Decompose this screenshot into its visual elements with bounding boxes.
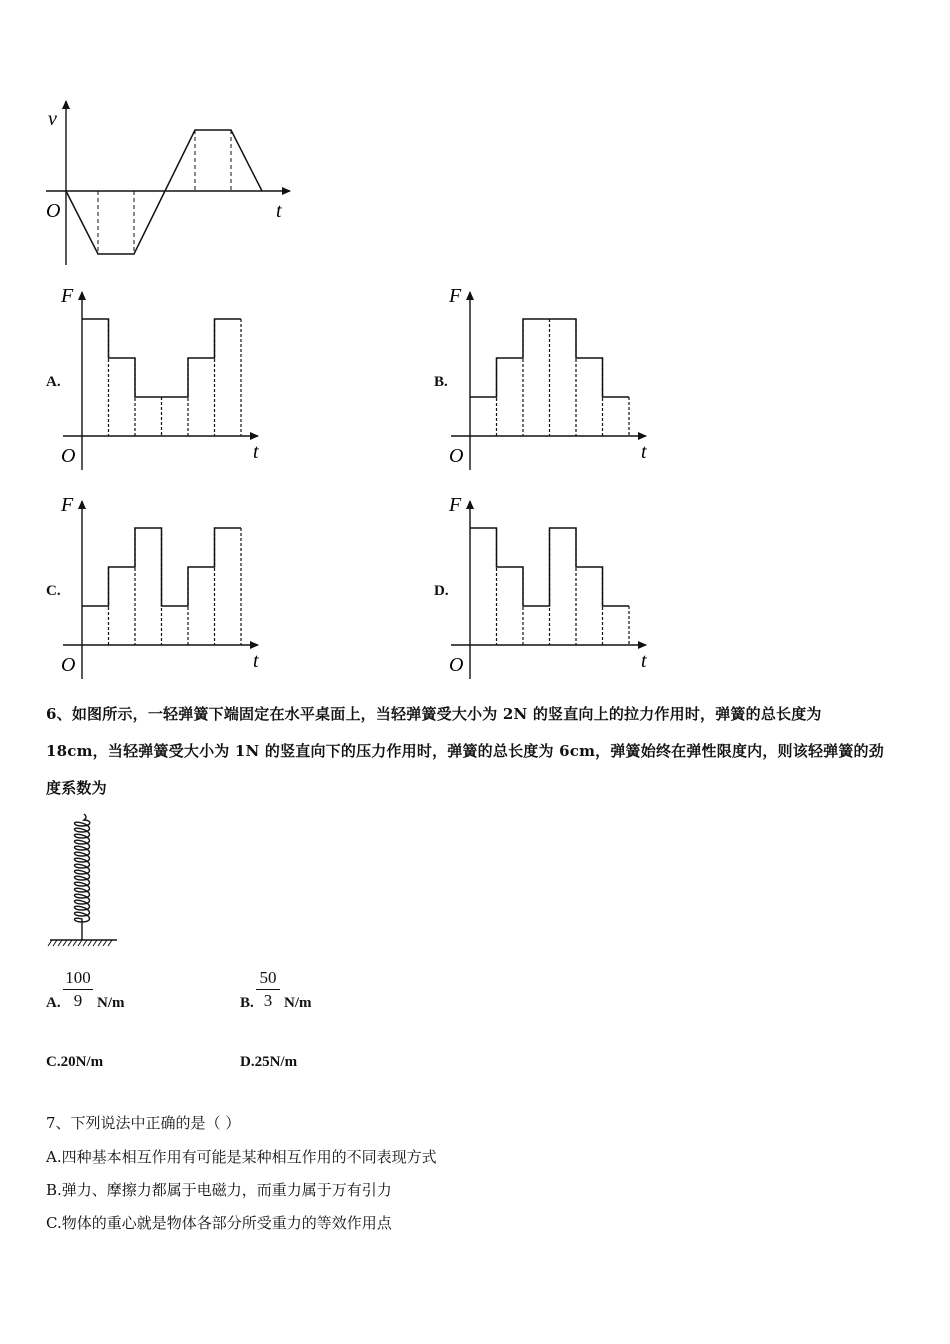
vt-x-label: t bbox=[276, 200, 282, 222]
force-graph-a bbox=[55, 280, 285, 475]
ground-hatch bbox=[48, 940, 112, 946]
question7-stem: 7、下列说法中正确的是（ ） bbox=[46, 1114, 241, 1132]
q6-option-c: C.20N/m bbox=[46, 1054, 104, 1070]
force-graph-b bbox=[443, 280, 673, 475]
q6-option-b-unit: N/m bbox=[284, 995, 312, 1011]
vt-graph bbox=[40, 95, 300, 270]
q6-option-a-unit: N/m bbox=[97, 995, 125, 1011]
spring-coil bbox=[75, 814, 90, 940]
f-origin-label: O bbox=[449, 445, 464, 467]
option-d-label: D. bbox=[434, 583, 449, 599]
f-x-label: t bbox=[641, 441, 647, 463]
question6-line1: 6、如图所示，一轻弹簧下端固定在水平桌面上，当轻弹簧受大小为 2N 的竖直向上的拉力作用时，弹簧的总长度为 bbox=[46, 705, 822, 723]
question7-option-b: B.弹力、摩擦力都属于电磁力，而重力属于万有引力 bbox=[46, 1181, 392, 1199]
f-origin-label: O bbox=[61, 654, 76, 676]
f-x-label: t bbox=[641, 650, 647, 672]
question6-line3: 度系数为 bbox=[46, 779, 107, 797]
vt-y-label: v bbox=[48, 108, 57, 130]
q6-option-b-label: B. bbox=[240, 995, 254, 1011]
f-y-label: F bbox=[449, 494, 462, 516]
f-y-label: F bbox=[61, 285, 74, 307]
question7-option-a: A.四种基本相互作用有可能是某种相互作用的不同表现方式 bbox=[46, 1148, 437, 1166]
f-x-label: t bbox=[253, 441, 259, 463]
q6-option-a-label: A. bbox=[46, 995, 61, 1011]
f-origin-label: O bbox=[61, 445, 76, 467]
q6-option-a-fraction bbox=[63, 967, 93, 1012]
option-b-label: B. bbox=[434, 374, 448, 390]
f-x-label: t bbox=[253, 650, 259, 672]
q6-option-a-denominator: 9 bbox=[73, 991, 83, 1010]
question6-line2: 18cm，当轻弹簧受大小为 1N 的竖直向下的压力作用时，弹簧的总长度为 6cm，弹簧始终在弹性限度内，则该轻弹簧的劲 bbox=[46, 742, 884, 760]
f-y-label: F bbox=[449, 285, 462, 307]
q6-option-b-numerator: 50 bbox=[256, 967, 280, 990]
q6-option-b-fraction bbox=[256, 967, 280, 1012]
q6-option-d: D.25N/m bbox=[240, 1054, 298, 1070]
vt-curve bbox=[66, 130, 262, 254]
f-step-curve bbox=[82, 319, 241, 397]
option-a-label: A. bbox=[46, 374, 61, 390]
vt-origin-label: O bbox=[46, 200, 61, 222]
f-y-label: F bbox=[61, 494, 74, 516]
f-origin-label: O bbox=[449, 654, 464, 676]
spring-figure bbox=[45, 808, 125, 950]
q6-option-a-numerator: 100 bbox=[63, 967, 93, 990]
force-graph-d bbox=[443, 489, 673, 684]
q6-option-b-denominator: 3 bbox=[263, 991, 273, 1010]
question7-option-c: C.物体的重心就是物体各部分所受重力的等效作用点 bbox=[46, 1214, 392, 1232]
force-graph-c bbox=[55, 489, 285, 684]
option-c-label: C. bbox=[46, 583, 61, 599]
